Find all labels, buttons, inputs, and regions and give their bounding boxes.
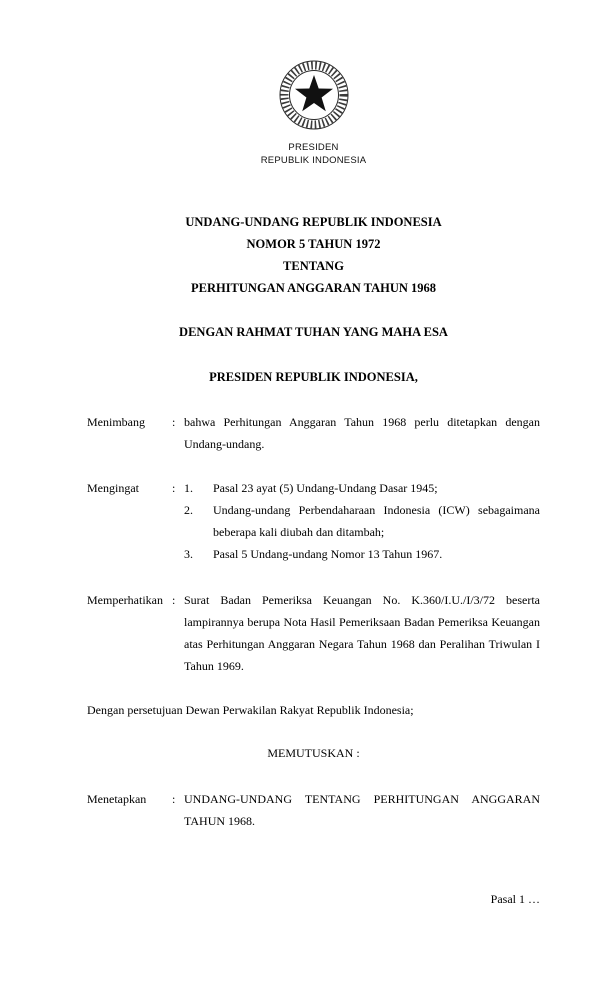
list-item-number: 2. bbox=[184, 503, 193, 517]
doc-title-line3: TENTANG bbox=[283, 259, 344, 273]
list-item-number: 3. bbox=[184, 547, 193, 561]
clause-mengingat-label: Mengingat bbox=[87, 481, 139, 495]
star-wreath-icon bbox=[276, 58, 352, 134]
clause-mengingat bbox=[87, 477, 540, 565]
seal-caption-line1: PRESIDEN bbox=[288, 142, 339, 153]
doc-title-line1: UNDANG-UNDANG REPUBLIK INDONESIA bbox=[185, 215, 442, 229]
clause-memperhatikan-colon: : bbox=[172, 593, 176, 607]
list-item-number: 1. bbox=[184, 481, 193, 495]
list-item bbox=[184, 477, 540, 499]
list-item-text: Pasal 5 Undang-undang Nomor 13 Tahun 1967. bbox=[213, 547, 443, 561]
doc-title-line2: NOMOR 5 TAHUN 1972 bbox=[246, 237, 381, 251]
invocation-line: DENGAN RAHMAT TUHAN YANG MAHA ESA bbox=[179, 325, 448, 339]
clause-menetapkan-label: Menetapkan bbox=[87, 792, 147, 806]
list-item-text: Pasal 23 ayat (5) Undang-Undang Dasar 1945; bbox=[213, 481, 438, 495]
mengingat-item-list bbox=[184, 477, 540, 565]
clause-menimbang bbox=[87, 411, 540, 455]
clause-menimbang-label: Menimbang bbox=[87, 415, 145, 429]
seal-caption-line2: REPUBLIK INDONESIA bbox=[260, 155, 367, 166]
presidential-seal bbox=[276, 58, 352, 134]
seal-caption bbox=[87, 141, 540, 167]
doc-title-line4: PERHITUNGAN ANGGARAN TAHUN 1968 bbox=[190, 281, 437, 295]
clause-menimbang-colon: : bbox=[172, 415, 176, 429]
decision-heading: MEMUTUSKAN : bbox=[267, 746, 360, 760]
clause-mengingat-colon: : bbox=[172, 481, 176, 495]
list-item-text: Undang-undang Perbendaharaan Indonesia (ICW) sebagaimana beberapa kali diubah dan ditambah; bbox=[213, 503, 540, 539]
clause-menimbang-text: bahwa Perhitungan Anggaran Tahun 1968 perlu ditetapkan dengan Undang-undang. bbox=[184, 415, 540, 451]
clause-menetapkan-colon: : bbox=[172, 792, 176, 806]
clause-menetapkan bbox=[87, 788, 540, 832]
page-continuation-note: Pasal 1 … bbox=[490, 892, 540, 906]
list-item bbox=[184, 499, 540, 543]
clause-memperhatikan-label: Memperhatikan bbox=[87, 593, 163, 607]
clause-memperhatikan-text: Surat Badan Pemeriksa Keuangan No. K.360/I.U./I/3/72 beserta lampirannya berupa Nota Hasil Pemeriksaan Badan Pemeriksa Keuangan atas Perhitungan Anggaran Negara Tahun 1968 dan Peralihan Triwulan I Tahun 1969. bbox=[184, 593, 540, 673]
title-block bbox=[87, 211, 540, 299]
agreement-line: Dengan persetujuan Dewan Perwakilan Rakyat Republik Indonesia; bbox=[87, 703, 414, 717]
clause-menetapkan-text: UNDANG-UNDANG TENTANG PERHITUNGAN ANGGARAN TAHUN 1968. bbox=[184, 792, 540, 828]
document-header bbox=[87, 58, 540, 167]
clause-memperhatikan bbox=[87, 589, 540, 677]
list-item bbox=[184, 543, 540, 565]
authority-line: PRESIDEN REPUBLIK INDONESIA, bbox=[209, 370, 418, 384]
